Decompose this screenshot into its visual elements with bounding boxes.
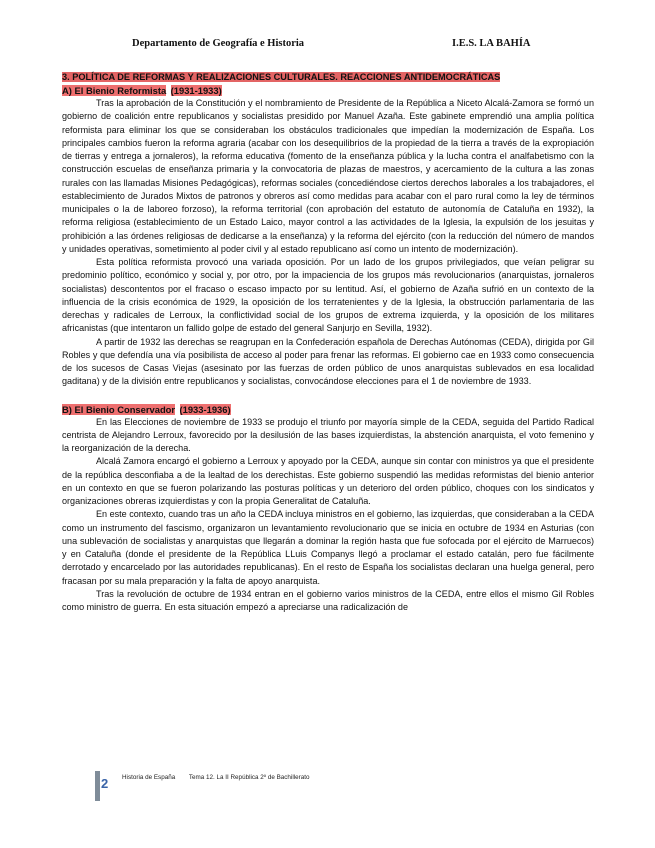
paragraph-elections: En las Elecciones de noviembre de 1933 se produjo el triunfo por mayoría simple de la CEDA, seguida del Partido Radical centrista de Alejandro Lerroux, favorecido por la desilusión de las bases izquierdistas, la abstención anarquista, el voto femenino y la reorganización de la derecha.: [62, 416, 594, 453]
paragraph-ceda: A partir de 1932 las derechas se reagrupan en la Confederación española de Derechas Autónomas (CEDA), dirigida por Gil Robles y que defendía una vía posibilista de acceso al poder para frenar las reformas. El gobierno cae en 1933 como consecuencia de los sucesos de Casas Viejas (asesinato por las fuerzas de orden público de unos anarquistas sublevados en esa localidad gaditana) y de la división entre republicanos y socialistas, convocándose elecciones para el 1 de noviembre de 1933.: [62, 336, 594, 387]
subsection-b-name: B) El Bienio Conservador: [62, 403, 176, 415]
section-title: 3. POLÍTICA DE REFORMAS Y REALIZACIONES CULTURALES. REACCIONES ANTIDEMOCRÁTICAS: [62, 72, 501, 82]
page-number: 2: [101, 776, 109, 791]
footer-bar: [95, 771, 100, 801]
paragraph-october-1934: Tras la revolución de octubre de 1934 entran en el gobierno varios ministros de la CEDA, entre ellos el mismo Gil Robles como ministro de guerra. En esta situación empezó a apreciarse una radicalización de: [62, 588, 594, 612]
department-name: Departamento de Geografía e Historia: [132, 38, 305, 49]
subsection-b-years: (1933-1936): [179, 403, 231, 415]
subsection-a-years: (1931-1933): [170, 85, 222, 96]
document-body: [62, 70, 594, 614]
footer-book: Historia de España: [122, 774, 176, 781]
paragraph-revolution: En este contexto, cuando tras un año la CEDA incluya ministros en el gobierno, las izquierdas, que consideraban a la CEDA como un instrumento del fascismo, organizaron un levantamiento revolucionario que se inicia en octubre de 1934 en Asturias (con una sublevación de socialistas y anarquistas que llegarán a dominar la región hasta que fue sofocada por el ejército de Marruecos) y en Cataluña (donde el presidente de la República LLuis Companys llegó a proclamar el estado catalán, pero fue fácilmente derrotado y encarcelado por las autoridades republicanas). En el resto de España los socialistas declaran una huelga general, pero fracasan por su mala preparación y la falta de apoyo anarquista.: [62, 509, 594, 586]
paragraph-lerroux: Alcalá Zamora encargó el gobierno a Lerroux y apoyado por la CEDA, aunque sin contar con ministros ya que el presidente de la república desconfiaba a de la lealtad de los derechistas. Este gobierno suspendió las medidas reformistas del bienio anterior en un contexto en que se fueron polarizando las posturas políticas y un deterioro del orden público, choques con los sindicatos y organizaciones obreras izquierdistas y con la propia Generalitat de Cataluña.: [62, 456, 594, 506]
subsection-a-name: El Bienio Reformista: [74, 85, 167, 96]
section-gap: [62, 389, 594, 402]
subsection-a-title: A) El Bienio Reformista (1931-1933): [62, 85, 222, 96]
subsection-b-title: [62, 402, 594, 416]
paragraph-opposition: Esta política reformista provocó una variada oposición. Por un lado de los grupos privilegiados, que veían peligrar su predominio político, económico y social y, por otro, por la impaciencia de los grupos más revolucionarios (anarquistas, jornaleros socialistas) descontentos por el fracaso o escaso impacto por su lentitud. Así, el gobierno de Azaña sufrió en un contexto de la influencia de la crisis económica de 1929, la oposición de los terratenientes y de la Iglesia, la obstrucción parlamentaria de las derechas y radicales de Lerroux, la conflictividad social de los grupos de extrema izquierda, y la oposición de los militares africanistas (que intentaron un fallido golpe de estado del general Sanjurjo en Sevilla, 1932).: [62, 257, 594, 334]
school-name: I.E.S. LA BAHÍA: [452, 38, 531, 49]
paragraph-reforms: Tras la aprobación de la Constitución y el nombramiento de Presidente de la República a Niceto Alcalá-Zamora se formó un gobierno de coalición entre republicanos y socialistas presidido por Manuel Azaña. Este gabinete emprendió una amplia política reformista para eliminar los que se consideraban los obstáculos tradicionales que impedían la modernización de España. Los principales cambios fueron la reforma agraria (acabar con los desequilibrios de la propiedad de la tierra a través de la expropiación de tierras y entrega a jornaleros), la reforma educativa (fomento de la enseñanza pública y la lucha contra el analfabetismo con la construcción escuelas de enseñanza primaria y la convocatoria de plazas de maestros, y acercamiento de la cultura a las zonas rurales con las llamadas Misiones Pedagógicas), reformas sociales (concediéndose ciertos derechos laborales a los trabajadores, el establecimiento de Jurados Mixtos de patronos y obreros así como medidas para acabar con el paro rural como la ley de términos municipales o la de laboreo forzoso), la reforma territorial (con aprobación del estatuto de autonomía de Cataluña en 1932), la reforma religiosa (establecimiento de un Estado Laico, mayor control a las actividades de la Iglesia, la expulsión de los jesuitas y prohibición a las órdenes religiosas de dedicarse a la enseñanza) y la reforma del ejército (con la reducción del número de mandos y unidades operativas, sometimiento al poder civil y al estado republicano así como un intento de modernización).: [62, 98, 594, 254]
footer-text: [122, 774, 321, 781]
footer-theme: Tema 12. La II República 2º de Bachillerato: [188, 774, 310, 781]
page-header: [0, 38, 655, 54]
section-title-row: [62, 70, 594, 83]
